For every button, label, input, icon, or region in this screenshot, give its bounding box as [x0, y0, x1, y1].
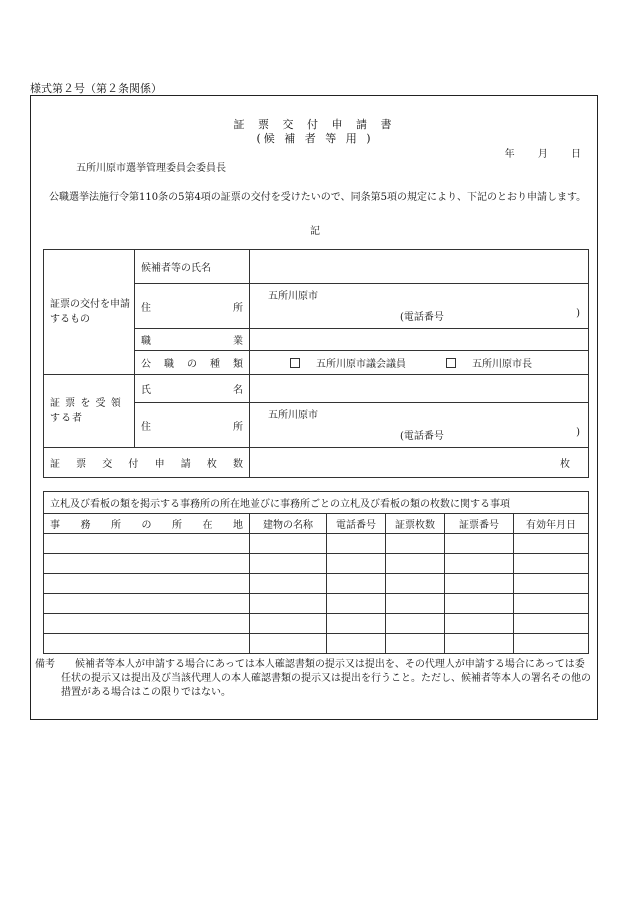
- cell[interactable]: [327, 554, 386, 574]
- office-kind-label: 公 職 の 種 類: [135, 351, 250, 375]
- cell[interactable]: [445, 554, 514, 574]
- cell[interactable]: [44, 634, 250, 654]
- cell[interactable]: [327, 594, 386, 614]
- cell[interactable]: [514, 574, 589, 594]
- cell[interactable]: [44, 574, 250, 594]
- addressee: 五所川原市選挙管理委員会委員長: [76, 163, 226, 174]
- candidate-name-label: 候補者等の氏名: [135, 250, 250, 284]
- office-kind-field: [250, 351, 589, 375]
- cell[interactable]: [386, 574, 445, 594]
- option-city-council: 五所川原市議会議員: [316, 359, 406, 370]
- cell[interactable]: [327, 574, 386, 594]
- count-unit: 枚: [560, 459, 570, 470]
- ki-label: 記: [310, 226, 320, 237]
- cell[interactable]: [386, 614, 445, 634]
- cell[interactable]: [445, 634, 514, 654]
- cell[interactable]: [44, 594, 250, 614]
- cell[interactable]: [44, 614, 250, 634]
- col-card-number: 証票番号: [445, 514, 514, 534]
- date-year[interactable]: 年: [504, 149, 515, 160]
- candidate-name-field[interactable]: [250, 250, 589, 284]
- applicant-tel-label: (電話番号: [400, 312, 444, 323]
- cell[interactable]: [445, 614, 514, 634]
- col-location: 事 務 所 の 所 在 地: [44, 514, 250, 534]
- col-valid-date: 有効年月日: [514, 514, 589, 534]
- col-card-count: 証票枚数: [386, 514, 445, 534]
- receiver-address-city: 五所川原市: [268, 410, 318, 421]
- count-field[interactable]: [250, 448, 589, 478]
- checkbox-city-council[interactable]: [290, 358, 300, 368]
- notes-body: 候補者等本人が申請する場合にあっては本人確認書類の提示又は提出を、その代理人が申請する場合にあっては委任状の提示又は提出及び当該代理人の本人確認書類の提示又は提出を行うこと。ただし、候補者等本人の署名その他の措置がある場合はこの限りではない。: [61, 659, 591, 698]
- date-row: [485, 145, 581, 160]
- cell[interactable]: [514, 554, 589, 574]
- cell[interactable]: [514, 594, 589, 614]
- cell[interactable]: [250, 574, 327, 594]
- receiver-group-label: 証 票 を 受 領 する者: [44, 375, 135, 448]
- applicant-address-city: 五所川原市: [268, 291, 318, 302]
- job-field[interactable]: [250, 329, 589, 351]
- cell[interactable]: [386, 594, 445, 614]
- applicant-tel-close: ): [576, 308, 580, 319]
- form-subtitle: (候 補 者 等 用 ): [256, 132, 374, 145]
- job-label: 職 業: [135, 329, 250, 351]
- form-title: 証 票 交 付 申 請 書: [233, 118, 397, 131]
- receiver-name-field[interactable]: [250, 375, 589, 403]
- cell[interactable]: [44, 534, 250, 554]
- cell[interactable]: [44, 554, 250, 574]
- cell[interactable]: [250, 554, 327, 574]
- application-form: [30, 95, 598, 720]
- receiver-name-label: 氏 名: [135, 375, 250, 403]
- cell[interactable]: [445, 534, 514, 554]
- count-label: 証 票 交 付 申 請 枚 数: [44, 448, 250, 478]
- date-day[interactable]: 日: [571, 149, 581, 160]
- table-row: [44, 614, 589, 634]
- receiver-tel-label: (電話番号: [400, 431, 444, 442]
- cell[interactable]: [327, 634, 386, 654]
- applicant-address-field[interactable]: [250, 284, 589, 329]
- notes-head: 備考: [35, 659, 55, 670]
- cell[interactable]: [327, 614, 386, 634]
- receiver-tel-close: ): [576, 427, 580, 438]
- cell[interactable]: [250, 634, 327, 654]
- form-number: 様式第２号（第２条関係）: [30, 82, 162, 95]
- table-row: [44, 634, 589, 654]
- table-row: [44, 554, 589, 574]
- cell[interactable]: [386, 534, 445, 554]
- cell[interactable]: [514, 534, 589, 554]
- cell[interactable]: [514, 634, 589, 654]
- receiver-address-label: 住 所: [135, 403, 250, 448]
- cell[interactable]: [386, 634, 445, 654]
- cell[interactable]: [250, 614, 327, 634]
- receiver-address-field[interactable]: [250, 403, 589, 448]
- cell[interactable]: [445, 574, 514, 594]
- office-table-header: 立札及び看板の類を掲示する事務所の所在地並びに事務所ごとの立札及び看板の類の枚数に関する事項: [44, 492, 589, 514]
- table-row: [44, 594, 589, 614]
- cell[interactable]: [445, 594, 514, 614]
- cell[interactable]: [250, 594, 327, 614]
- applicant-group-label: 証票の交付を申請するもの: [44, 250, 135, 375]
- table-row: [44, 534, 589, 554]
- main-table: [43, 249, 589, 478]
- intro-text: 公職選挙法施行令第110条の5第4項の証票の交付を受けたいので、同条第5項の規定により、下記のとおり申請します。: [49, 192, 587, 203]
- applicant-address-label: 住 所: [135, 284, 250, 329]
- checkbox-mayor[interactable]: [446, 358, 456, 368]
- date-month[interactable]: 月: [537, 149, 548, 160]
- cell[interactable]: [386, 554, 445, 574]
- table-row: [44, 574, 589, 594]
- cell[interactable]: [514, 614, 589, 634]
- office-table: [43, 491, 589, 654]
- cell[interactable]: [327, 534, 386, 554]
- cell[interactable]: [250, 534, 327, 554]
- col-phone: 電話番号: [327, 514, 386, 534]
- option-mayor: 五所川原市長: [472, 359, 532, 370]
- col-building: 建物の名称: [250, 514, 327, 534]
